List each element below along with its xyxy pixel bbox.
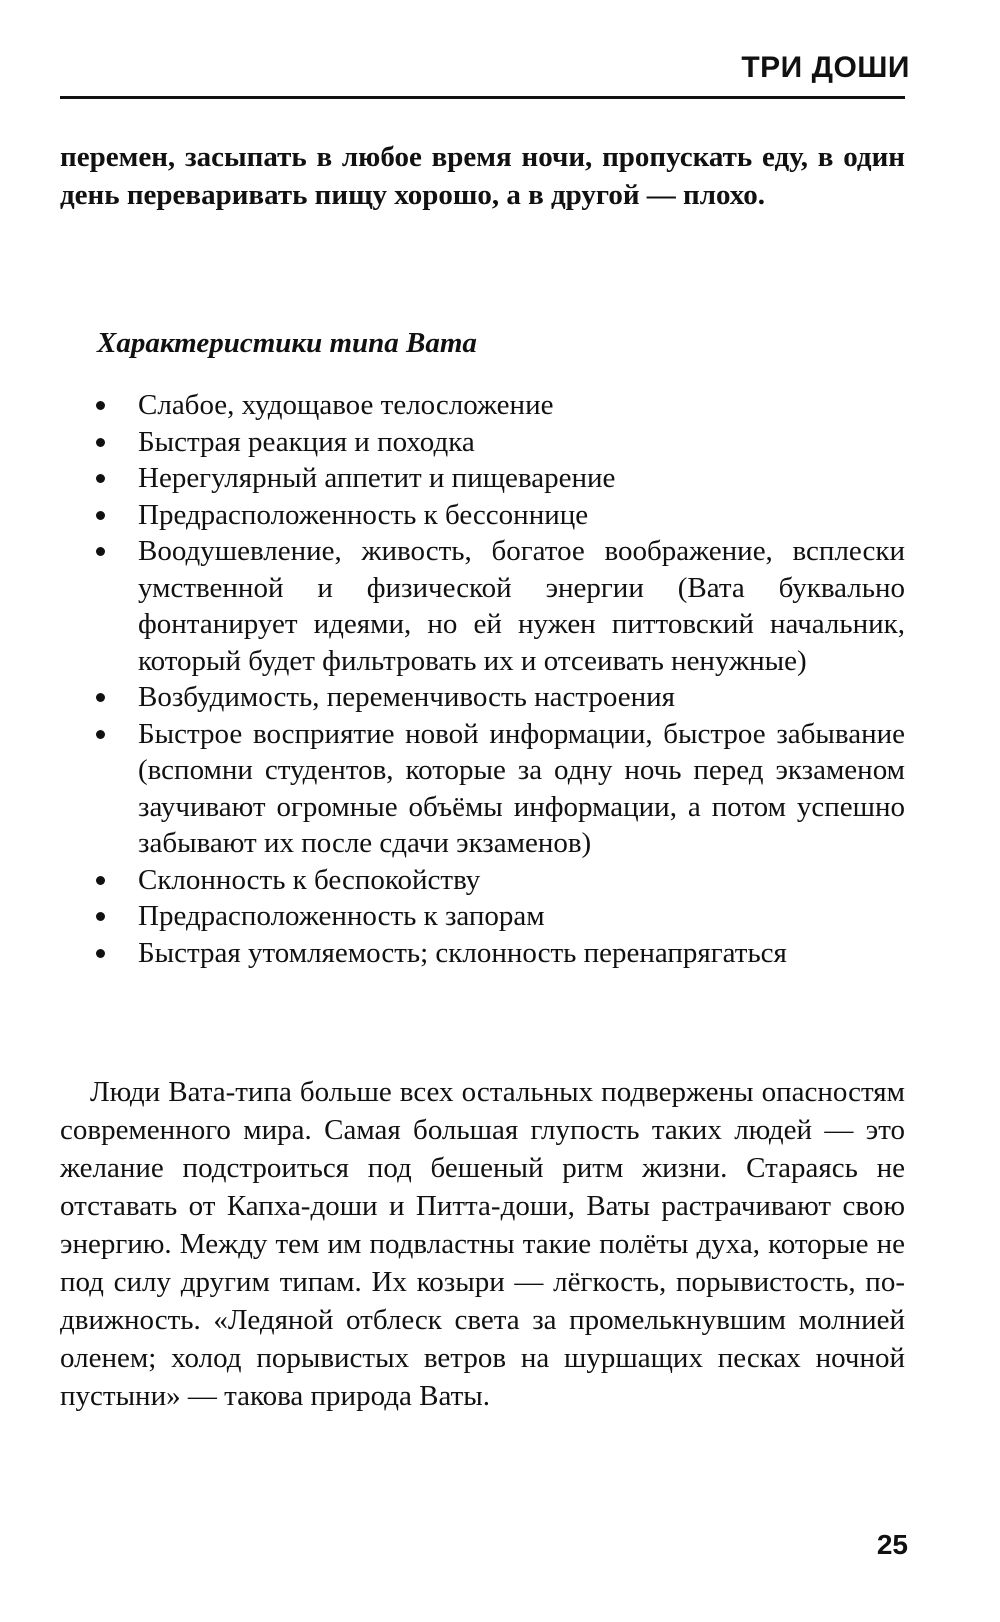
list-item-text: Возбудимость, переменчивость настроения [138, 681, 675, 713]
intro-paragraph: перемен, засыпать в любое время ночи, пропускать еду, в один день переваривать пищу хорошо, а в другой — плохо. [60, 141, 905, 211]
closing-paragraph-block [60, 1073, 905, 1415]
bullet-icon [96, 547, 105, 556]
header-rule [60, 96, 905, 99]
bullet-icon [96, 401, 105, 410]
page-number: 25 [876, 1529, 908, 1560]
list-item-text: Нерегулярный аппетит и пищеварение [138, 462, 616, 494]
list-item [92, 533, 905, 679]
list-item-text: Склонность к беспокойству [138, 863, 481, 896]
characteristics-list [92, 387, 905, 971]
bullet-icon [96, 474, 105, 483]
list-item-text: Быстрое восприятие новой информации, быстрое забывание (вспомни студентов, которые за одну ночь перед экзаменом заучивают огромные объёмы информации, а потом успешно забывают их после сдачи экзаменов) [138, 717, 905, 859]
bullet-icon [96, 949, 105, 958]
list-item [92, 935, 905, 972]
list-item [92, 387, 905, 424]
list-item [92, 716, 905, 862]
bullet-icon [96, 730, 105, 739]
running-title: ТРИ ДОШИ [741, 51, 910, 84]
list-item [92, 679, 905, 716]
list-item [92, 424, 905, 461]
list-item-text: Быстрая реакция и походка [138, 425, 475, 458]
list-item-text: Предрасположенность к запорам [138, 900, 545, 932]
list-item-text: Предрасположенность к бессоннице [138, 498, 589, 531]
section-title: Характеристики типа Вата [97, 327, 477, 359]
list-item [92, 497, 905, 534]
intro-paragraph-block [60, 138, 905, 214]
bullet-icon [96, 693, 105, 702]
list-item [92, 898, 905, 935]
bullet-icon [96, 912, 105, 921]
list-item-text: Слабое, худощавое телосложение [138, 389, 554, 421]
list-item [92, 460, 905, 497]
list-item [92, 862, 905, 899]
closing-paragraph: Люди Вата-типа больше всех остальных подвержены опасностям современного мира. Самая большая глупость таких людей — это желание подстроиться под бешеный ритм жизни. Стараясь не отставать от Капха-доши и Питта-доши, Ваты растрачивают свою энергию. Между тем им подвластны такие полёты духа, которые не под силу другим типам. Их козыри — лёгкость, порывистость, подвижность. «Ледяной отблеск света за промелькнувшим молнией оленем; холод порывистых ветров на шуршащих песках ночной пустыни» — такова природа Ваты. [60, 1076, 905, 1412]
list-item-text: Быстрая утомляемость; склонность перенапрягаться [138, 936, 787, 969]
list-item-text: Воодушевление, живость, богатое воображение, всплески умственной и физической энергии (Вата буквально фонтанирует идеями, но ей нужен питтовский начальник, который будет фильтровать их и отсеивать ненужные) [138, 535, 905, 677]
bullet-icon [96, 438, 105, 447]
bullet-icon [96, 511, 105, 520]
bullet-icon [96, 876, 105, 885]
